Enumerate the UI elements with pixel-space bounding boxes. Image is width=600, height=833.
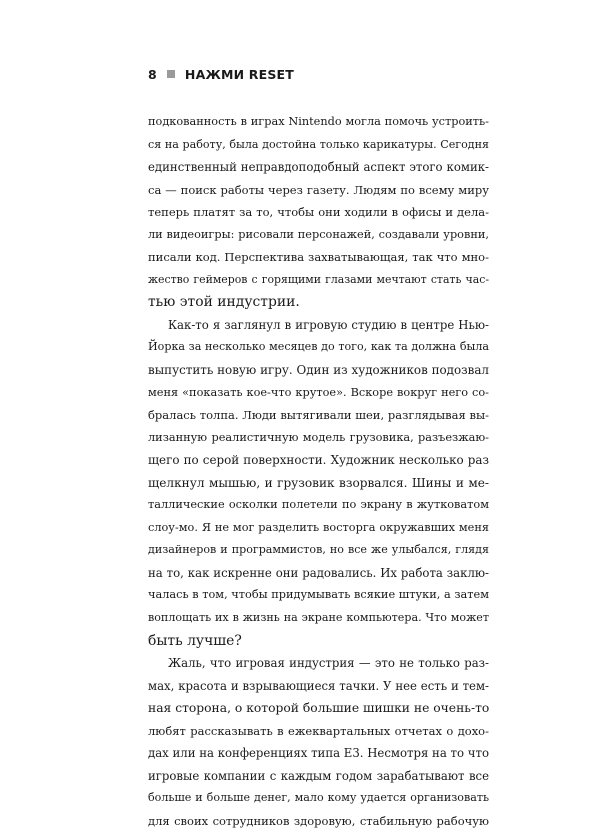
text-line: на то, как искренне они радовались. Их работа заклю- bbox=[148, 565, 489, 580]
text-line: Йорка за несколько месяцев до того, как та должна была bbox=[148, 340, 489, 354]
text-line: щелкнул мышью, и грузовик взорвался. Шины и ме- bbox=[148, 475, 489, 490]
paragraph bbox=[148, 111, 489, 314]
text-line: ная сторона, о которой большие шишки не очень-то bbox=[148, 701, 490, 716]
text-line: для своих сотрудников здоровую, стабильную рабочую bbox=[148, 813, 489, 828]
text-line: выпустить новую игру. Один из художников подозвал bbox=[148, 363, 489, 378]
page-number: 8 bbox=[148, 66, 157, 82]
paragraph bbox=[148, 652, 489, 832]
text-line: игровые компании с каждым годом зарабатывают все bbox=[148, 768, 489, 783]
text-line: подкованность в играх Nintendo могла помочь устроить- bbox=[148, 115, 489, 128]
text-line: жество геймеров с горящими глазами мечтают стать час- bbox=[148, 272, 489, 286]
text-line: са — поиск работы через газету. Людям по всему миру bbox=[148, 182, 489, 197]
paragraph bbox=[148, 314, 489, 652]
text-line: бралась толпа. Люди вытягивали шеи, разглядывая вы- bbox=[148, 408, 489, 423]
text-line: ли видеоигры: рисовали персонажей, создавали уровни, bbox=[148, 227, 489, 241]
text-line: дах или на конференциях типа E3. Несмотря на то что bbox=[148, 746, 489, 761]
text-line: больше и больше денег, мало кому удается организовать bbox=[148, 791, 489, 805]
text-line: слоу-мо. Я не мог разделить восторга окружавших меня bbox=[148, 520, 489, 534]
running-head bbox=[148, 66, 294, 82]
text-line: чалась в том, чтобы придумывать всякие штуки, а затем bbox=[148, 588, 489, 602]
text-line: единственный неправдоподобный аспект этого комик- bbox=[148, 160, 489, 175]
square-ornament-icon bbox=[167, 70, 175, 78]
text-line: лизанную реалистичную модель грузовика, разъезжаю- bbox=[148, 430, 489, 444]
text-line: мах, красота и взрывающиеся тачки. У нее есть и тем- bbox=[148, 678, 489, 693]
text-line: воплощать их в жизнь на экране компьютера. Что может bbox=[148, 611, 489, 625]
text-line: писали код. Перспектива захватывающая, так что мно- bbox=[148, 250, 489, 265]
text-line: Жаль, что игровая индустрия — это не только раз- bbox=[168, 656, 489, 671]
body-text bbox=[148, 111, 489, 833]
text-line: любят рассказывать в ежеквартальных отчетах о дохо- bbox=[148, 723, 489, 738]
text-line: ся на работу, была достойна только карикатуры. Сегодня bbox=[148, 137, 489, 151]
text-line: теперь платят за то, чтобы они ходили в офисы и дела- bbox=[148, 205, 489, 220]
text-line: тью этой индустрии. bbox=[148, 294, 300, 311]
text-line: быть лучше? bbox=[148, 632, 242, 649]
text-line: таллические осколки полетели по экрану в жутковатом bbox=[148, 498, 489, 512]
text-line: дизайнеров и программистов, но все же улыбался, глядя bbox=[148, 543, 489, 557]
text-line: меня «показать кое-что крутое». Вскоре вокруг него со- bbox=[148, 385, 489, 399]
text-line: Как-то я заглянул в игровую студию в центре Нью- bbox=[168, 317, 489, 332]
text-line: щего по серой поверхности. Художник несколько раз bbox=[148, 453, 489, 468]
book-title: НАЖМИ RESET bbox=[184, 66, 295, 82]
